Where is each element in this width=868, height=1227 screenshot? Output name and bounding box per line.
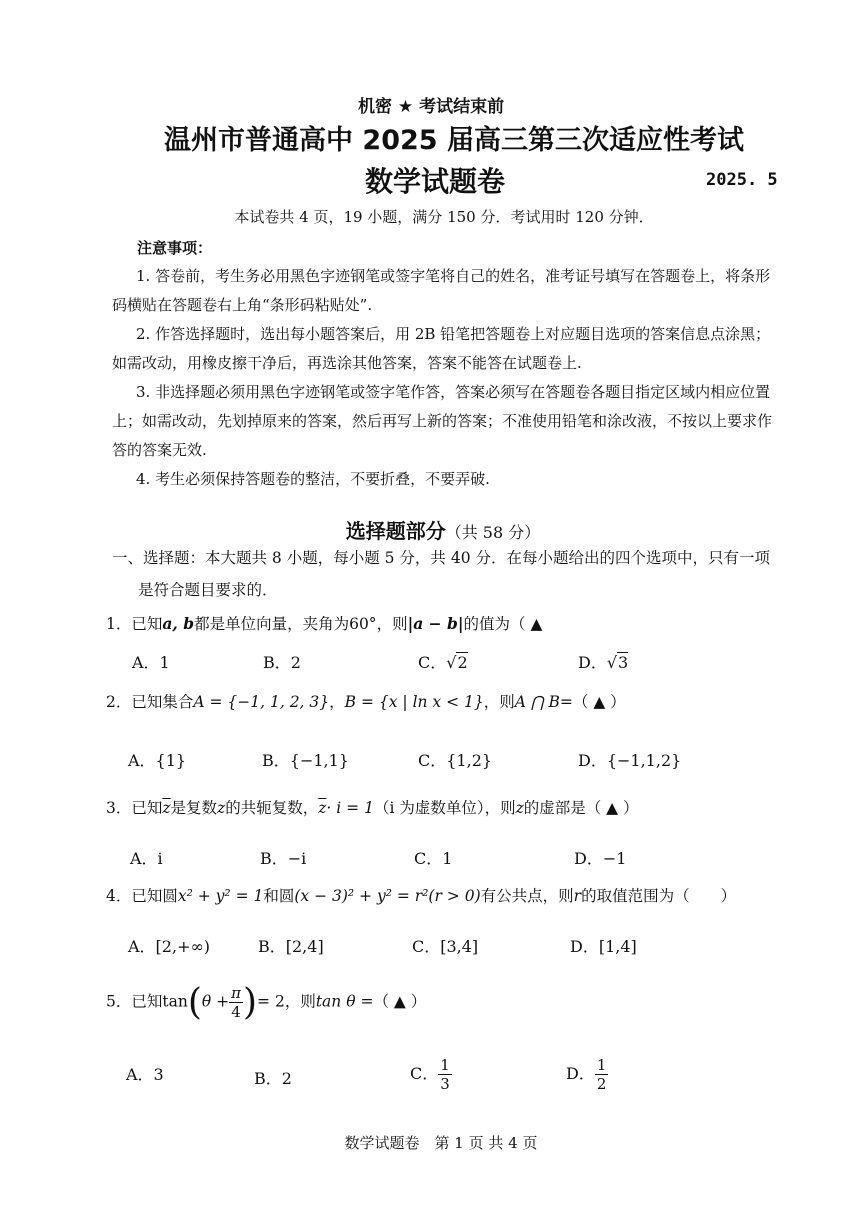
notice-item-3-text: 3. 非选择题必须用黑色字迹钢笔或签字笔作答，答案必须写在答题卷各题目指定区域内相应位置上；如需改动，先划掉原来的答案，然后再写上新的答案；不准使用铅笔和涂改液，不按以上要求作答的答案无效. bbox=[112, 383, 773, 459]
q3-option-d[interactable]: D．−1 bbox=[574, 849, 627, 868]
q4-prefix: 4．已知圆 bbox=[106, 887, 178, 905]
q3-option-b[interactable]: B．−i bbox=[260, 849, 307, 868]
q2-option-c[interactable]: C．{1,2} bbox=[418, 751, 493, 770]
q2-set-b: B = {x | ln x < 1} bbox=[344, 693, 484, 711]
q1-expression: |a − b| bbox=[407, 614, 464, 633]
question-4 bbox=[106, 884, 736, 906]
question-3 bbox=[106, 796, 639, 818]
q1-option-c-value: 2 bbox=[457, 653, 468, 672]
sqrt-icon: √2 bbox=[446, 653, 468, 672]
q5-four: 4 bbox=[231, 1003, 241, 1021]
question-2 bbox=[106, 690, 626, 712]
notice-title: 注意事项： bbox=[137, 239, 213, 257]
q5-option-d-num: 1 bbox=[596, 1056, 607, 1074]
section-title-text: 选择题部分 bbox=[345, 519, 446, 543]
q4-text-b: 有公共点，则 bbox=[480, 887, 574, 905]
q3-prefix: 3．已知 bbox=[106, 799, 163, 817]
q2-suffix-b: =（ ▲ ） bbox=[559, 693, 626, 711]
q2-prefix: 2．已知集合 bbox=[106, 693, 194, 711]
q5-tan: tan bbox=[162, 992, 188, 1011]
q2-option-d[interactable]: D．{−1,1,2} bbox=[578, 751, 682, 770]
q5-option-c-label: C． bbox=[410, 1064, 439, 1083]
q1-option-d-label: D． bbox=[578, 653, 607, 672]
q2-expression: A ⋂ B bbox=[514, 693, 560, 711]
q5-option-d-label: D． bbox=[566, 1064, 595, 1083]
exam-info: 本试卷共 4 页，19 小题，满分 150 分．考试用时 120 分钟． bbox=[234, 208, 654, 226]
q4-option-c[interactable]: C．[3,4] bbox=[412, 937, 479, 956]
right-paren-icon: ) bbox=[242, 982, 258, 1023]
q5-option-c-fraction bbox=[438, 1056, 452, 1093]
q5-option-a[interactable]: A．3 bbox=[126, 1065, 164, 1084]
notice-item-2 bbox=[112, 320, 772, 378]
q2-option-a[interactable]: A．{1} bbox=[128, 751, 187, 770]
q3-option-c[interactable]: C．1 bbox=[414, 849, 453, 868]
part-instructions-cont: 是符合题目要求的． bbox=[138, 581, 278, 599]
q5-theta: θ + bbox=[201, 992, 230, 1011]
q4-option-b[interactable]: B．[2,4] bbox=[258, 937, 324, 956]
notice-item-2-text: 2. 作答选择题时，选出每小题答案后，用 2B 铅笔把答题卷上对应题目选项的答案信息点涂黑；如需改动，用橡皮擦干净后，再选涂其他答案，答案不能答在试题卷上. bbox=[112, 325, 771, 372]
section-title bbox=[0, 515, 868, 544]
notice-item-1 bbox=[112, 262, 772, 320]
q1-option-d-value: 3 bbox=[618, 653, 629, 672]
q1-option-c[interactable] bbox=[418, 650, 468, 673]
q5-equals: = 2 bbox=[257, 992, 285, 1011]
q3-zbar: $\overline{z}$ bbox=[162, 799, 171, 817]
part-instructions: 一、选择题：本大题共 8 小题，每小题 5 分，共 40 分．在每小题给出的四个选项中，只有一项 bbox=[112, 549, 771, 567]
q5-option-c-num: 1 bbox=[440, 1056, 450, 1074]
exam-title: 温州市普通高中 2025 届高三第三次适应性考试 bbox=[164, 125, 744, 156]
q4-circle-1: x² + y² = 1 bbox=[177, 887, 264, 905]
page-footer: 数学试题卷 第 1 页 共 4 页 bbox=[344, 1134, 538, 1152]
q4-text-c: 的取值范围为（ ） bbox=[581, 887, 737, 905]
notice-item-3 bbox=[112, 378, 772, 465]
q1-text-c: 的值为（ ▲ bbox=[463, 615, 543, 633]
q2-set-a: A = {−1, 1, 2, 3} bbox=[193, 693, 330, 711]
q3-z: z bbox=[217, 799, 226, 817]
sqrt-icon: √3 bbox=[606, 653, 629, 672]
q3-text-b: 的共轭复数， bbox=[225, 799, 319, 817]
q3-z-2: z bbox=[515, 799, 524, 817]
q1-option-d[interactable] bbox=[578, 650, 628, 673]
q5-pi-over-4 bbox=[229, 984, 243, 1021]
q5-expression: tan θ = bbox=[315, 992, 374, 1011]
q2-sep: ， bbox=[329, 693, 345, 711]
question-1 bbox=[106, 612, 542, 634]
q1-text-a: 都是单位向量，夹角为 bbox=[194, 615, 350, 633]
q5-pi: π bbox=[231, 984, 241, 1002]
exam-date: 2025. 5 bbox=[706, 170, 778, 190]
q5-option-d-fraction bbox=[595, 1056, 609, 1093]
q3-text-d: 的虚部是（ ▲ ） bbox=[523, 799, 639, 817]
q3-text-c: （i 为虚数单位），则 bbox=[373, 799, 516, 817]
question-5 bbox=[106, 982, 426, 1023]
q5-option-c[interactable] bbox=[410, 1056, 452, 1093]
q3-equation: · i = 1 bbox=[326, 799, 374, 817]
q1-angle: 60° bbox=[349, 615, 377, 633]
q4-option-a[interactable]: A．[2,+∞) bbox=[128, 937, 211, 956]
q4-option-d[interactable]: D．[1,4] bbox=[570, 937, 637, 956]
paper-title: 数学试题卷 bbox=[365, 165, 506, 198]
q5-option-d[interactable] bbox=[566, 1056, 608, 1093]
q5-suffix: （ ▲ ） bbox=[373, 992, 427, 1011]
section-points: （共 58 分） bbox=[445, 523, 541, 542]
q3-text-a: 是复数 bbox=[170, 799, 218, 817]
q1-prefix: 1．已知 bbox=[106, 615, 163, 633]
left-paren-icon: ( bbox=[187, 982, 202, 1023]
q5-option-d-den: 2 bbox=[596, 1075, 607, 1093]
confidential-label: 机密 ★ 考试结束前 bbox=[358, 97, 505, 117]
q5-prefix: 5．已知 bbox=[106, 992, 163, 1011]
q1-option-b[interactable]: B．2 bbox=[263, 653, 301, 672]
q5-text-a: ，则 bbox=[284, 992, 316, 1011]
notice-item-4 bbox=[112, 465, 772, 494]
q3-zbar-2: $\overline{z}$ bbox=[318, 799, 327, 817]
q4-text-a: 和圆 bbox=[263, 887, 295, 905]
q1-option-a[interactable]: A．1 bbox=[132, 653, 170, 672]
notice-item-4-text: 4. 考生必须保持答题卷的整洁，不要折叠，不要弄破. bbox=[136, 470, 490, 488]
q4-circle-2: (x − 3)² + y² = r²(r > 0) bbox=[294, 887, 481, 905]
q5-option-b[interactable]: B．2 bbox=[254, 1069, 292, 1088]
notice-item-1-text: 1. 答卷前，考生务必用黑色字迹钢笔或签字笔将自己的姓名，准考证号填写在答题卷上，将条形码横贴在答题卷右上角“条形码粘贴处”. bbox=[112, 267, 771, 314]
q2-suffix-a: ，则 bbox=[483, 693, 515, 711]
q1-vectors: a, b bbox=[162, 614, 195, 633]
q2-option-b[interactable]: B．{−1,1} bbox=[262, 751, 349, 770]
q5-option-c-den: 3 bbox=[440, 1075, 450, 1093]
q3-option-a[interactable]: A．i bbox=[130, 849, 163, 868]
q1-option-c-label: C． bbox=[418, 653, 447, 672]
q4-r: r bbox=[573, 887, 582, 905]
q1-text-b: ，则 bbox=[376, 615, 408, 633]
